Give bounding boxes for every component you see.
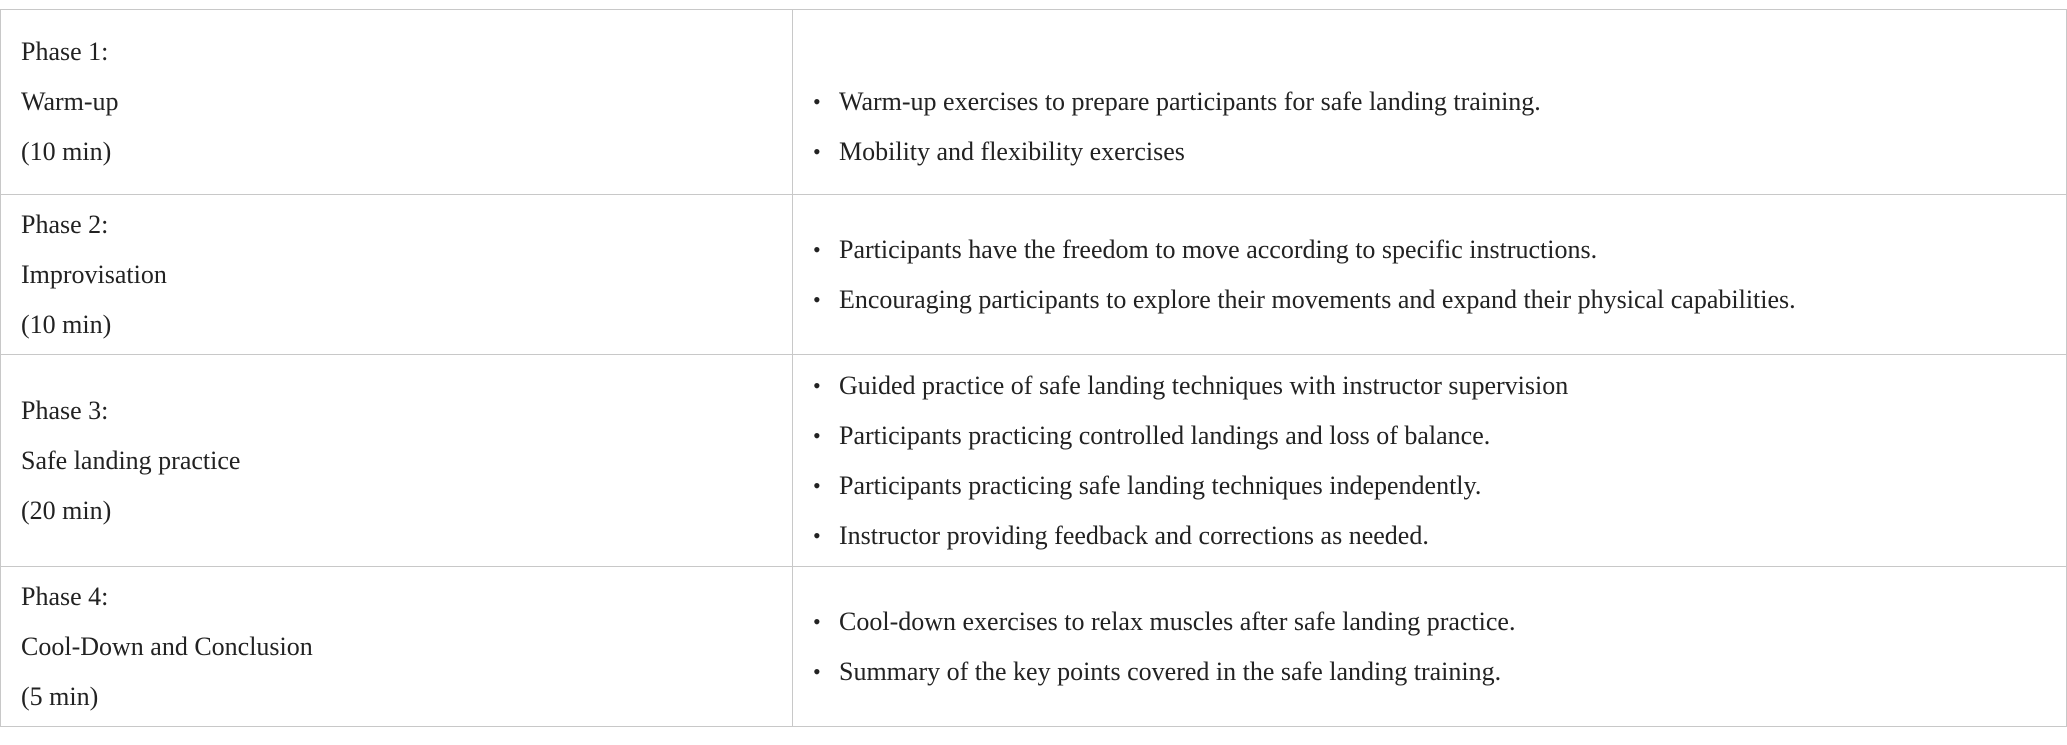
bullet-icon: • bbox=[813, 89, 821, 114]
bullet-icon: • bbox=[813, 472, 821, 498]
bullet-icon: • bbox=[813, 658, 821, 684]
list-item bbox=[813, 361, 2066, 411]
activity-text: Mobility and flexibility exercises bbox=[839, 137, 1185, 166]
activity-list bbox=[793, 361, 2066, 561]
phase-cell bbox=[1, 10, 793, 195]
bullet-icon: • bbox=[813, 372, 821, 398]
activity-text: Warm-up exercises to prepare participants for safe landing training. bbox=[839, 87, 1541, 116]
table-row bbox=[1, 195, 2067, 355]
activities-cell bbox=[793, 355, 2067, 567]
list-item bbox=[813, 411, 2066, 461]
table-row bbox=[1, 567, 2067, 727]
activities-cell bbox=[793, 567, 2067, 727]
list-item bbox=[813, 597, 2066, 647]
phase-cell bbox=[1, 355, 793, 567]
activity-text: Participants practicing controlled landings and loss of balance. bbox=[839, 420, 1491, 450]
phase-name: Warm-up bbox=[21, 87, 119, 116]
phase-name: Safe landing practice bbox=[21, 445, 241, 475]
phase-label: Phase 3: bbox=[21, 395, 109, 425]
activity-text: Participants have the freedom to move according to specific instructions. bbox=[839, 234, 1598, 264]
phase-duration: (20 min) bbox=[21, 495, 112, 525]
phase-duration: (10 min) bbox=[21, 137, 112, 166]
activity-text: Guided practice of safe landing techniques with instructor supervision bbox=[839, 370, 1569, 400]
table-row bbox=[1, 10, 2067, 195]
list-item bbox=[813, 77, 2066, 127]
bullet-icon: • bbox=[813, 608, 821, 634]
phase-cell bbox=[1, 195, 793, 355]
table-row bbox=[1, 355, 2067, 567]
phase-duration: (5 min) bbox=[21, 681, 99, 711]
bullet-icon: • bbox=[813, 286, 821, 312]
list-item bbox=[813, 275, 2066, 325]
activity-list bbox=[793, 225, 2066, 325]
list-item bbox=[813, 511, 2066, 561]
bullet-icon: • bbox=[813, 522, 821, 548]
list-item bbox=[813, 461, 2066, 511]
activities-cell bbox=[793, 10, 2067, 195]
list-item bbox=[813, 225, 2066, 275]
phase-duration: (10 min) bbox=[21, 309, 112, 339]
activity-list bbox=[793, 27, 2066, 177]
phase-name: Cool-Down and Conclusion bbox=[21, 631, 313, 661]
phase-label: Phase 1: bbox=[21, 37, 109, 66]
phase-cell bbox=[1, 567, 793, 727]
activity-text: Instructor providing feedback and corrections as needed. bbox=[839, 520, 1429, 550]
activity-text: Encouraging participants to explore their movements and expand their physical capabilities. bbox=[839, 284, 1796, 314]
activity-text: Participants practicing safe landing techniques independently. bbox=[839, 470, 1482, 500]
bullet-icon: • bbox=[813, 422, 821, 448]
activities-cell bbox=[793, 195, 2067, 355]
phase-label: Phase 2: bbox=[21, 209, 109, 239]
activity-text: Cool-down exercises to relax muscles after safe landing practice. bbox=[839, 606, 1516, 636]
phase-label: Phase 4: bbox=[21, 581, 109, 611]
phase-name: Improvisation bbox=[21, 259, 167, 289]
activity-list bbox=[793, 597, 2066, 697]
list-item bbox=[813, 647, 2066, 697]
activity-text: Summary of the key points covered in the safe landing training. bbox=[839, 656, 1502, 686]
bullet-icon: • bbox=[813, 139, 821, 164]
bullet-icon: • bbox=[813, 236, 821, 262]
training-phases-table bbox=[0, 9, 2067, 727]
list-item bbox=[813, 127, 2066, 177]
